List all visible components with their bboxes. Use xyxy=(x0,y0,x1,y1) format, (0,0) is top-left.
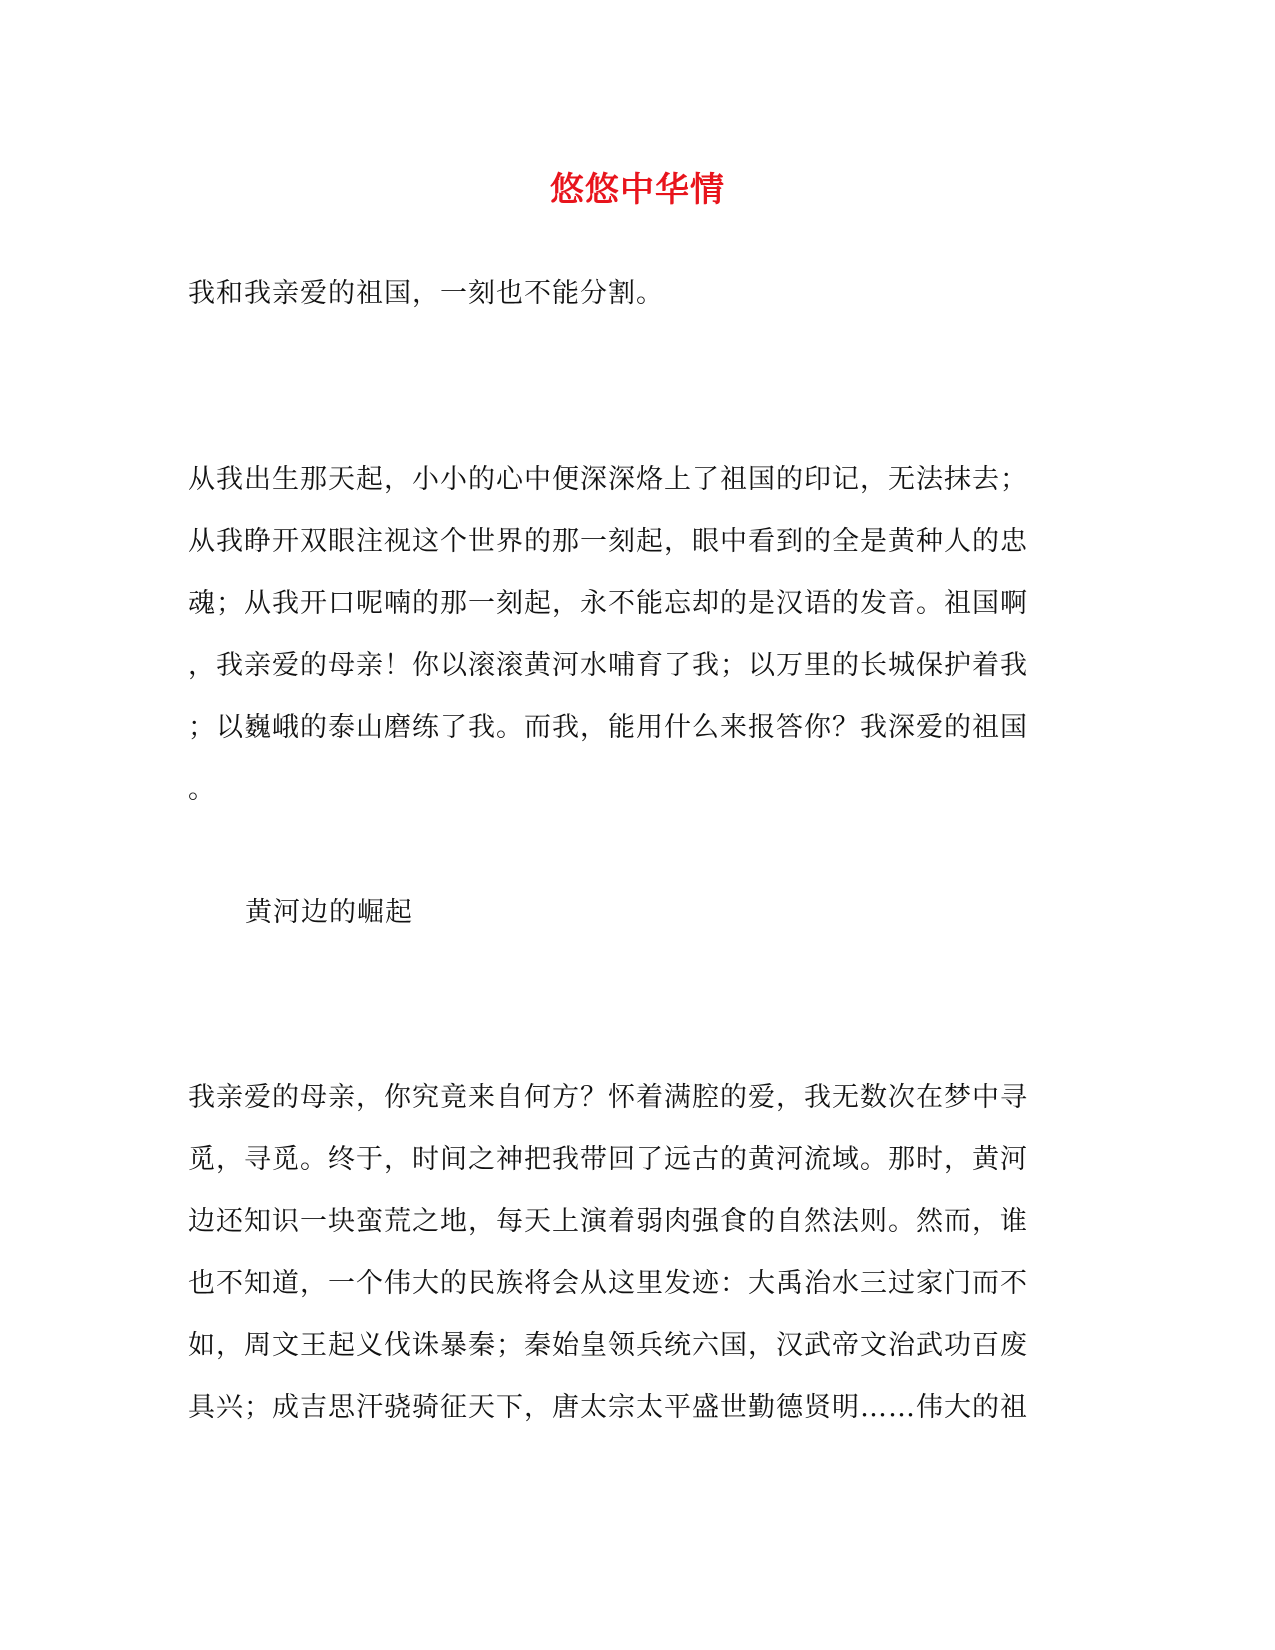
paragraph1-line: ；以巍峨的泰山磨练了我。而我，能用什么来报答你？我深爱的祖国 xyxy=(188,712,1028,743)
paragraph2-line: 也不知道，一个伟大的民族将会从这里发迹：大禹治水三过家门而不 xyxy=(188,1268,1028,1299)
paragraph1-line: 。 xyxy=(188,774,216,805)
paragraph1-line: ，我亲爱的母亲！你以滚滚黄河水哺育了我；以万里的长城保护着我 xyxy=(188,650,1028,681)
paragraph2-line: 我亲爱的母亲，你究竟来自何方？怀着满腔的爱，我无数次在梦中寻 xyxy=(188,1082,1028,1113)
paragraph2-line: 边还知识一块蛮荒之地，每天上演着弱肉强食的自然法则。然而，谁 xyxy=(188,1206,1028,1237)
paragraph1-line: 从我出生那天起，小小的心中便深深烙上了祖国的印记，无法抹去； xyxy=(188,464,1028,495)
intro-line: 我和我亲爱的祖国，一刻也不能分割。 xyxy=(188,278,664,309)
document-title: 悠悠中华情 xyxy=(550,170,725,210)
paragraph1-line: 从我睁开双眼注视这个世界的那一刻起，眼中看到的全是黄种人的忠 xyxy=(188,526,1028,557)
section-heading: 黄河边的崛起 xyxy=(245,897,413,928)
paragraph2-line: 觅，寻觅。终于，时间之神把我带回了远古的黄河流域。那时，黄河 xyxy=(188,1144,1028,1175)
paragraph2-line: 具兴；成吉思汗骁骑征天下，唐太宗太平盛世勤德贤明……伟大的祖 xyxy=(188,1392,1028,1423)
paragraph1-line: 魂；从我开口呢喃的那一刻起，永不能忘却的是汉语的发音。祖国啊 xyxy=(188,588,1028,619)
paragraph2-line: 如，周文王起义伐诛暴秦；秦始皇领兵统六国，汉武帝文治武功百废 xyxy=(188,1330,1028,1361)
